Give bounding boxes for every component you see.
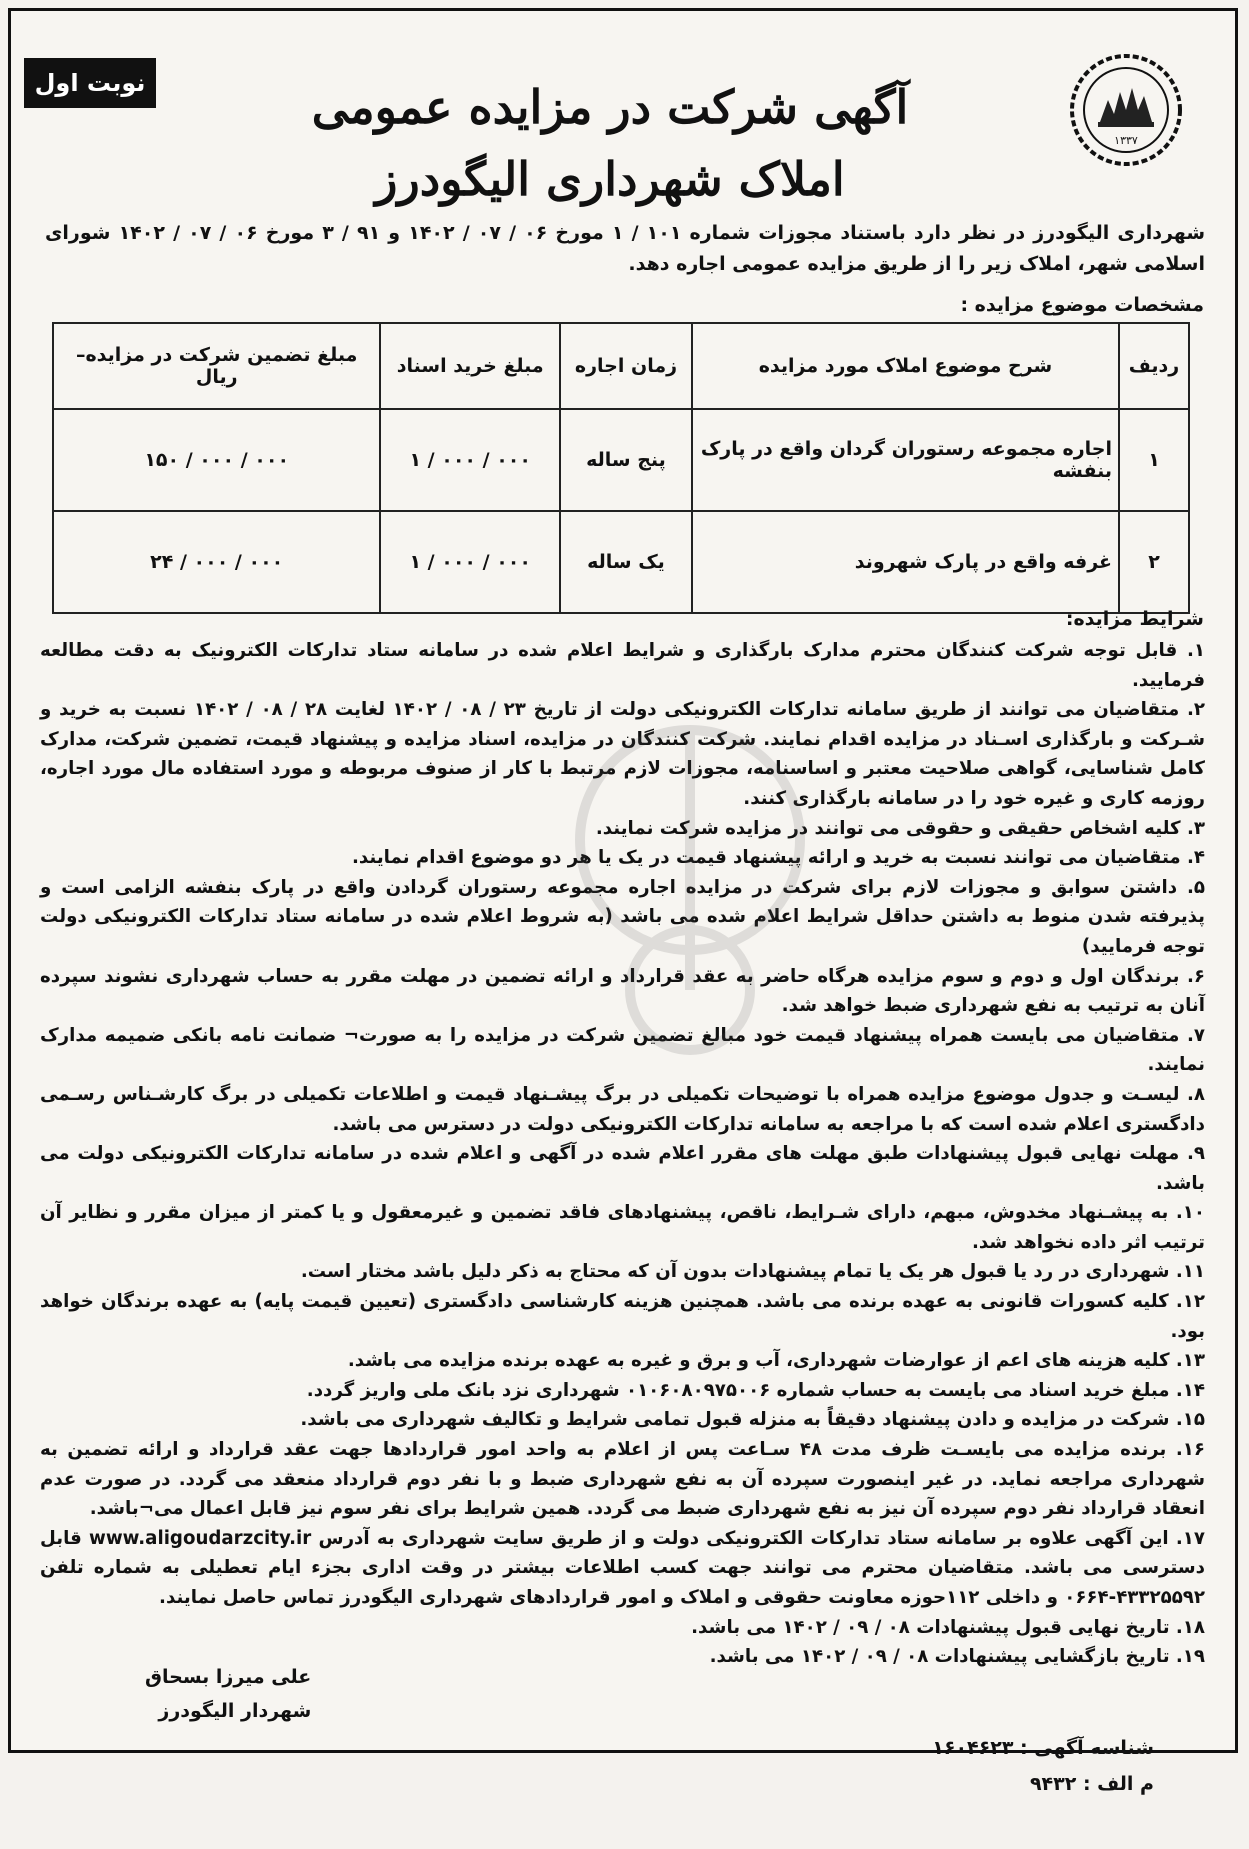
condition-item: ۱۹. تاریخ بازگشایی پیشنهادات ۰۸ / ۰۹ / ۱۴۰۲ می باشد. xyxy=(709,1646,1205,1668)
intro-paragraph: شهرداری الیگودرز در نظر دارد باستناد مجوزات شماره ۱۰۱ / ۱ مورخ ۰۶ / ۰۷ / ۱۴۰۲ و ۹۱ / ۳ مورخ ۰۶ / ۰۷ / ۱۴۰۲ شورای اسلامی شهر، املاک زیر را از طریق مزایده عمومی اجاره دهد. xyxy=(45,222,1206,275)
conditions-title: شرایط مزایده: xyxy=(1065,608,1204,630)
row-number: ۲ xyxy=(1119,511,1189,613)
conditions-list xyxy=(40,636,1205,1672)
table-header-row xyxy=(53,323,1189,409)
condition-item: ۱۵. شرکت در مزایده و دادن پیشنهاد دقیقاً به منزله قبول تمامی شرایط و تکالیف شهرداری می باشد. xyxy=(300,1409,1205,1431)
condition-item: ۱۳. کلیه هزینه های اعم از عوارضات شهرداری، آب و برق و غیره به عهده برنده مزایده می باشد. xyxy=(347,1350,1205,1372)
document-price: ۰۰۰ / ۰۰۰ / ۱ xyxy=(380,409,560,511)
signer-name: علی میرزا بسحاق xyxy=(145,1666,312,1688)
specs-title: مشخصات موضوع مزایده : xyxy=(960,294,1204,316)
condition-item: ۵. داشتن سوابق و مجوزات لازم برای شرکت در مزایده اجاره مجموعه رستوران گردادن واقع در پارک بنفشه الزامی است و پذیرفته شدن منوط به داشتن حداقل شرایط اعلام شده می باشد (به شروط اعلام شده در سامانه ستاد تدارکات الکترونیکی دولت توجه فرمایید) xyxy=(40,876,1205,957)
item-description: غرفه واقع در پارک شهروند xyxy=(692,511,1119,613)
condition-item: ۷. متقاضیان می بایست همراه پیشنهاد قیمت خود مبالغ تضمین شرکت در مزایده را به صورت¬ ضمانت نامه بانکی ضمیمه مدارک نمایند. xyxy=(40,1024,1205,1076)
condition-item: ۳. کلیه اشخاص حقیقی و حقوقی می توانند در مزایده شرکت نمایند. xyxy=(595,817,1205,839)
condition-item: ۴. متقاضیان می توانند نسبت به خرید و ارائه پیشنهاد قیمت در یک یا هر دو موضوع اقدام نمایند. xyxy=(352,847,1205,869)
row-number: ۱ xyxy=(1119,409,1189,511)
condition-item: ۸. لیسـت و جدول موضوع مزایده همراه با توضیحات تکمیلی در برگ پیشـنهاد قیمت و اطلاعات تکمیلی در برگ کارشـناس رسـمی دادگستری اعلام شده است که با مراجعه به سامانه تدارکات الکترونیکی دولت در دسترس می باشد. xyxy=(40,1083,1205,1135)
signature-block xyxy=(145,1660,311,1728)
seal-label: ۱۳۳۷ xyxy=(1114,134,1138,147)
table-row xyxy=(53,511,1189,613)
ad-id: شناسه آگهی : ۱۶۰۴۶۲۳ xyxy=(932,1737,1154,1759)
condition-item: ۱۶. برنده مزایده می بایسـت ظرف مدت ۴۸ سـاعت پس از اعلام به واحد امور قراردادها جهت عقد قرارداد و ارائه تضمین به شهرداری مراجعه نماید. در غیر اینصورت سپرده آن به نفع شهرداری ضبط و با نفر دوم قرارداد منعقد می گردد. در صورت عدم انعقاد قرارداد نفر دوم سپرده آن نیز به نفع شهرداری ضبط می گردد. همین شرایط برای نفر سوم نیز قابل اعمال می¬باشد. xyxy=(40,1439,1205,1520)
header-cell: زمان اجاره xyxy=(560,323,692,409)
condition-item: ۱۸. تاریخ نهایی قبول پیشنهادات ۰۸ / ۰۹ / ۱۴۰۲ می باشد. xyxy=(691,1616,1205,1638)
footer-block xyxy=(932,1730,1154,1802)
condition-item: ۹. مهلت نهایی قبول پیشنهادات طبق مهلت های مقرر اعلام شده در آگهی و اعلام شده در سامانه تدارکات الکترونیکی دولت می باشد. xyxy=(40,1143,1205,1194)
condition-item: ۶. برندگان اول و دوم و سوم مزایده هرگاه حاضر به عقد قرارداد و ارائه تضمین در مهلت مقرر به حساب شهرداری نشوند سپرده آنان به ترتیب به نفع شهرداری ضبط خواهد شد. xyxy=(40,965,1205,1017)
signer-position: شهردار الیگودرز xyxy=(158,1700,312,1722)
item-description: اجاره مجموعه رستوران گردان واقع در پارک بنفشه xyxy=(692,409,1119,511)
condition-item: ۱۱. شهرداری در رد یا قبول هر یک یا تمام پیشنهادات بدون آن که محتاج به ذکر دلیل باشد مختار است. xyxy=(300,1261,1205,1283)
header-cell: ردیف xyxy=(1119,323,1189,409)
ad-code: م الف : ۹۴۳۲ xyxy=(1029,1773,1154,1795)
header-cell: مبلغ خرید اسناد xyxy=(380,323,560,409)
condition-item: ۲. متقاضیان می توانند از طریق سامانه تدارکات الکترونیکی دولت از تاریخ ۲۳ / ۰۸ / ۱۴۰۲ لغایت ۲۸ / ۰۸ / ۱۴۰۲ نسبت به خرید و شـرکت و بارگذاری اسـناد در مزایده اقدام نمایند. شرکت کنندگان در مزایده، اسناد مزایده و پیشنهاد قیمت، تضمین شرکت، مدارک کامل شناسایی، گواهی صلاحیت معتبر و اساسنامه، مجوزات لازم مرتبط با کار از صنوف مربوطه و مورد استفاده مال مورد اجاره، روزمه کاری و غیره خود را در سامانه بارگذاری کنند. xyxy=(40,699,1205,809)
guarantee-amount: ۰۰۰ / ۰۰۰ / ۱۵۰ xyxy=(53,409,380,511)
header-cell: مبلغ تضمین شرکت در مزایده– ریال xyxy=(53,323,380,409)
document-price: ۰۰۰ / ۰۰۰ / ۱ xyxy=(380,511,560,613)
condition-item: ۱. قابل توجه شرکت کنندگان محترم مدارک بارگذاری و شرایط اعلام شده در سامانه ستاد تدارکات الکترونیک به دقت مطالعه فرمایید. xyxy=(40,640,1205,691)
municipality-seal-icon xyxy=(1068,52,1184,168)
condition-item: ۱۴. مبلغ خرید اسناد می بایست به حساب شماره ۰۱۰۶۰۸۰۹۷۵۰۰۶ شهرداری نزد بانک ملی واریز گردد. xyxy=(306,1379,1205,1401)
header-cell: شرح موضوع املاک مورد مزایده xyxy=(692,323,1119,409)
auction-items-table xyxy=(52,322,1190,614)
lease-term: پنج ساله xyxy=(560,409,692,511)
page-subtitle: املاک شهرداری الیگودرز xyxy=(375,152,845,206)
condition-item: ۱۰. به پیشـنهاد مخدوش، مبهم، دارای شـرایط، ناقص، پیشنهادهای فاقد تضمین و غیرمعقول و یا کمتر از میزان مقرر و نظایر آن ترتیب اثر داده نخواهد شد. xyxy=(40,1202,1205,1253)
lease-term: یک ساله xyxy=(560,511,692,613)
table-row xyxy=(53,409,1189,511)
guarantee-amount: ۰۰۰ / ۰۰۰ / ۲۴ xyxy=(53,511,380,613)
condition-item: ۱۷. این آگهی علاوه بر سامانه ستاد تدارکات الکترونیکی دولت و از طریق سایت شهرداری به آدرس www.aligoudarzcity.ir قابل دسترسی می باشد. متقاضیان محترم می توانند جهت کسب اطلاعات بیشتر در وقت اداری بجزء ایام تعطیلی به شماره تلفن ۴۳۳۲۵۵۹۲-۰۶۶۴ و داخلی ۱۱۲حوزه معاونت حقوقی و املاک و امور قراردادهای شهرداری الیگودرز تماس حاصل نمایند. xyxy=(40,1527,1205,1608)
condition-item: ۱۲. کلیه کسورات قانونی به عهده برنده می باشد. همچنین هزینه کارشناسی دادگستری (تعیین قیمت پایه) به عهده برندگان خواهد بود. xyxy=(40,1291,1205,1342)
page-title: آگهی شرکت در مزایده عمومی xyxy=(311,80,909,134)
round-badge: نوبت اول xyxy=(24,58,156,108)
